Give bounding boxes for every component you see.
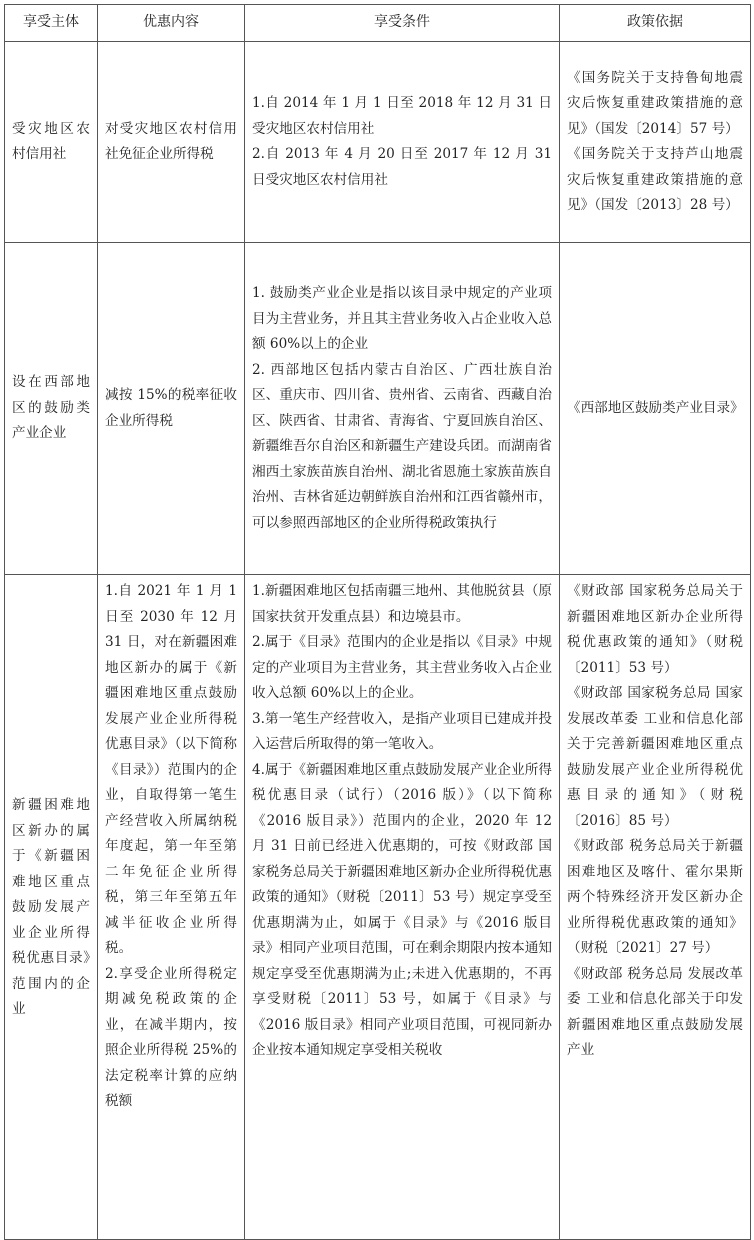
basis-item: 《财政部 国家税务总局关于新疆困难地区新办企业所得税优惠政策的通知》（财税〔2011〕53 号）	[567, 583, 743, 676]
basis-item: 《国务院关于支持芦山地震灾后恢复重建政策措施的意见》（国发〔2013〕28 号）	[567, 146, 743, 213]
basis-item: 《西部地区鼓励类产业目录》	[567, 399, 744, 416]
condition-item: 2.自 2013 年 4 月 20 日至 2017 年 12 月 31 日受灾地区农村信用社	[252, 146, 552, 188]
condition-item: 1.自 2014 年 1 月 1 日至 2018 年 12 月 31 日受灾地区农村信用社	[252, 95, 552, 137]
header-conditions: 享受条件	[245, 5, 560, 42]
condition-item: 2. 西部地区包括内蒙古自治区、广西壮族自治区、重庆市、四川省、贵州省、云南省、西藏自治区、陕西省、甘肃省、青海省、宁夏回族自治区、新疆维吾尔自治区和新疆生产建设兵团。而湖南省湘西土家族苗族自治州、湖北省恩施土家族苗族自治州、吉林省延边朝鲜族自治州和江西省赣州市，可以参照西部地区的企业所得税政策执行	[252, 361, 552, 531]
cell-benefit	[98, 42, 245, 243]
cell-subject: 新疆困难地区新办的属于《新疆困难地区重点鼓励发展产业企业所得税优惠目录》范围内的企业	[5, 575, 98, 1240]
conditions-clip	[252, 579, 552, 1064]
benefit-text: 2.享受企业所得税定期减免税政策的企业，在减半期内，按照企业所得税 25%的法定税率计算的应纳税额	[105, 965, 237, 1109]
condition-item: 1. 鼓励类产业企业是指以该目录中规定的产业项目为主营业务，并且其主营业务收入占企业收入总额 60%以上的企业	[252, 285, 552, 352]
header-row	[5, 5, 751, 42]
condition-item: 1.新疆困难地区包括南疆三地州、其他脱贫县（原国家扶贫开发重点县）和边境县市。	[252, 583, 552, 625]
tax-policy-table	[4, 4, 751, 1240]
cell-benefit	[98, 575, 245, 1240]
policy-page	[4, 4, 750, 1240]
header-subject: 享受主体	[5, 5, 98, 42]
basis-item: 《财政部 国家税务总局 国家发展改革委 工业和信息化部关于完善新疆困难地区重点鼓励发展产业企业所得税优惠目录的通知》（财税〔2016〕85 号）	[567, 685, 743, 829]
cell-subject: 设在西部地区的鼓励类产业企业	[5, 243, 98, 575]
table-row	[5, 42, 751, 243]
table-row	[5, 243, 751, 575]
header-benefit: 优惠内容	[98, 5, 245, 42]
basis-item: 《财政部 税务总局 发展改革委 工业和信息化部关于印发新疆困难地区重点鼓励发展产业	[567, 965, 743, 1058]
table-row	[5, 575, 751, 1240]
condition-item: 2.属于《目录》范围内的企业是指以《目录》中规定的产业项目为主营业务，其主营业务收入占企业收入总额 60%以上的企业。	[252, 634, 552, 701]
basis-clip	[567, 579, 743, 1064]
basis-item: 《财政部 税务总局关于新疆困难地区及喀什、霍尔果斯两个特殊经济开发区新办企业所得税优惠政策的通知》（财税〔2021〕27 号）	[567, 838, 743, 956]
cell-benefit	[98, 243, 245, 575]
benefit-clip	[105, 579, 237, 1115]
benefit-text: 减按 15%的税率征收企业所得税	[105, 387, 237, 429]
cell-conditions	[245, 42, 560, 243]
cell-conditions	[245, 575, 560, 1240]
cell-basis	[560, 243, 751, 575]
cell-subject: 受灾地区农村信用社	[5, 42, 98, 243]
basis-item: 《国务院关于支持鲁甸地震灾后恢复重建政策措施的意见》（国发〔2014〕57 号）	[567, 69, 743, 137]
condition-item: 3.第一笔生产经营收入，是指产业项目已建成并投入运营后所取得的第一笔收入。	[252, 710, 552, 752]
header-basis: 政策依据	[560, 5, 751, 42]
condition-item: 4.属于《新疆困难地区重点鼓励发展产业企业所得税优惠目录（试行）（2016 版）》（以下简称《2016 版目录》）范围内的企业，2020 年 12 月 31 日前已经进入优惠期的，可按《财政部 国家税务总局关于新疆困难地区新办企业所得税优惠政策的通知》（财税〔2011〕53 号）规定享受至优惠期满为止，如属于《目录》与《2016 版目录》相同产业项目范围，可在剩余期限内按本通知规定享受至优惠期满为止;未进入优惠期的，不再享受财税〔2011〕53 号，如属于《目录》与《2016 版目录》相同产业项目范围，可视同新办企业按本通知规定享受相关税收	[252, 761, 552, 1058]
cell-basis	[560, 575, 751, 1240]
benefit-text: 对受灾地区农村信用社免征企业所得税	[105, 120, 237, 162]
cell-basis	[560, 42, 751, 243]
benefit-text: 1.自 2021 年 1 月 1 日至 2030 年 12 月 31 日，对在新疆困难地区新办的属于《新疆困难地区重点鼓励发展产业企业所得税优惠目录》（以下简称《目录》）范围内的企业，自取得第一笔生产经营收入所属纳税年度起，第一年至第二年免征企业所得税，第三年至第五年减半征收企业所得税。	[105, 583, 237, 956]
cell-conditions	[245, 243, 560, 575]
